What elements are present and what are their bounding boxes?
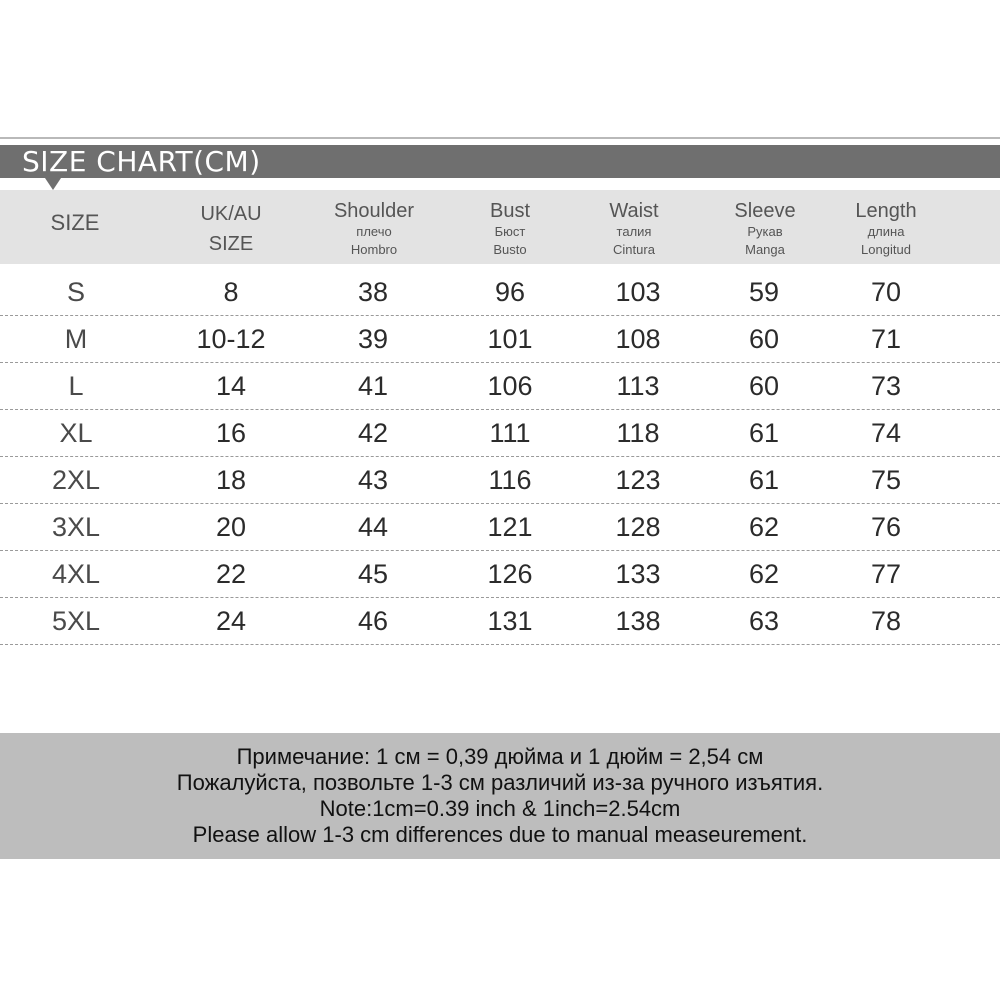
header-sleeve-es: Manga [745,242,785,257]
cell-waist: 118 [616,418,660,448]
note-line-ru-conversion: Примечание: 1 см = 0,39 дюйма и 1 дюйм = 2,54 см [236,744,764,769]
cell-sleeve: 62 [748,559,780,589]
cell-waist: 108 [615,324,661,354]
cell-length: 73 [870,371,902,401]
cell-shoulder: 39 [357,324,389,354]
cell-ukau: 18 [215,465,247,495]
cell-shoulder: 41 [357,371,389,401]
title-pointer-arrow-icon [45,178,61,190]
cell-bust: 101 [487,324,533,354]
table-row [0,316,1000,363]
cell-length: 75 [870,465,902,495]
cell-length: 70 [870,277,902,307]
table-row [0,598,1000,645]
cell-ukau: 16 [215,418,247,448]
cell-shoulder: 43 [357,465,389,495]
cell-sleeve: 60 [748,324,780,354]
cell-ukau: 10-12 [196,324,266,354]
cell-bust: 96 [494,277,526,307]
cell-shoulder: 42 [357,418,389,448]
header-ukau-line2: SIZE [208,233,254,255]
header-length-en: Length [855,200,917,222]
cell-bust: 121 [487,512,533,542]
table-row [0,410,1000,457]
cell-shoulder: 44 [357,512,389,542]
cell-sleeve: 62 [748,512,780,542]
note-line-ru-allowance: Пожалуйста, позвольте 1-3 см различий из-за ручного изъятия. [176,770,824,795]
cell-bust: 111 [489,418,531,448]
note-line-en-allowance: Please allow 1-3 cm differences due to manual measeurement. [192,822,808,847]
cell-sleeve: 63 [748,606,780,636]
cell-size: 5XL [51,606,101,636]
cell-ukau: 20 [215,512,247,542]
cell-ukau: 8 [223,277,239,307]
cell-ukau: 14 [215,371,247,401]
table-row [0,504,1000,551]
note-line-en-conversion: Note:1cm=0.39 inch & 1inch=2.54cm [319,796,681,821]
table-row [0,363,1000,410]
cell-size: XL [59,418,93,448]
header-length-es: Longitud [861,242,911,257]
cell-sleeve: 61 [748,418,780,448]
header-size: SIZE [50,210,100,235]
header-shoulder-es: Hombro [350,242,398,257]
header-waist-ru: талия [616,224,652,239]
cell-shoulder: 46 [357,606,389,636]
cell-sleeve: 61 [748,465,780,495]
table-row [0,457,1000,504]
header-bust-es: Busto [493,242,527,257]
title-top-rule [0,137,1000,139]
cell-bust: 131 [487,606,533,636]
page-title: SIZE CHART(CM) [22,145,261,178]
cell-ukau: 24 [215,606,247,636]
header-sleeve-en: Sleeve [734,200,796,222]
header-waist-es: Cintura [613,242,655,257]
cell-length: 74 [870,418,902,448]
cell-waist: 138 [615,606,661,636]
header-length-ru: длина [867,224,905,239]
header-sleeve-ru: Рукав [747,224,783,239]
cell-bust: 116 [488,465,532,495]
cell-length: 76 [870,512,902,542]
cell-size: L [68,371,84,401]
table-row [0,551,1000,598]
cell-size: 2XL [51,465,101,495]
header-bust-en: Bust [489,200,531,222]
cell-size: M [64,324,88,354]
cell-waist: 113 [616,371,660,401]
header-ukau-line1: UK/AU [200,203,262,225]
header-length [811,199,961,259]
header-bust-ru: Бюст [494,224,526,239]
cell-sleeve: 60 [748,371,780,401]
cell-size: 3XL [51,512,101,542]
cell-ukau: 22 [215,559,247,589]
cell-shoulder: 38 [357,277,389,307]
cell-waist: 128 [615,512,661,542]
header-shoulder-en: Shoulder [333,200,415,222]
header-shoulder [299,199,449,259]
cell-size: S [66,277,85,307]
cell-bust: 126 [487,559,533,589]
header-ukau [156,199,306,259]
header-waist-en: Waist [609,200,659,222]
cell-sleeve: 59 [748,277,780,307]
table-row [0,269,1000,316]
header-shoulder-ru: плечо [356,224,392,239]
cell-shoulder: 45 [357,559,389,589]
note-text [0,744,1000,848]
cell-length: 71 [870,324,902,354]
cell-length: 78 [870,606,902,636]
cell-length: 77 [870,559,902,589]
header-waist [559,199,709,259]
cell-waist: 103 [615,277,661,307]
cell-size: 4XL [51,559,101,589]
cell-waist: 123 [615,465,661,495]
cell-bust: 106 [487,371,533,401]
cell-waist: 133 [615,559,661,589]
